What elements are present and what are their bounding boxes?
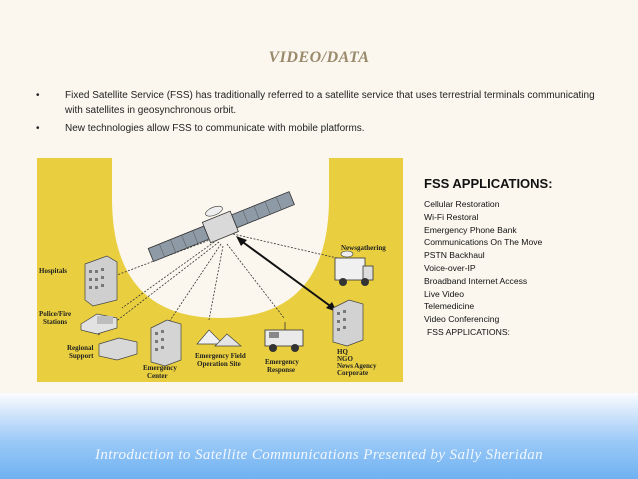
field-tent-icon <box>197 330 241 346</box>
label-emergency-response-2: Response <box>267 366 296 374</box>
emergency-response-vehicle-icon <box>265 322 303 352</box>
bullet-text: Fixed Satellite Service (FSS) has traditionally referred to a satellite service that uses terrestrial terminals communicating with satellites in geosynchronous orbit. <box>65 90 595 116</box>
label-hq-2: NGO <box>337 355 353 363</box>
newsgathering-truck-icon <box>335 251 373 286</box>
regional-support-building-icon <box>99 338 137 360</box>
bullet-list <box>36 88 596 139</box>
label-newsgathering: Newsgathering <box>341 244 386 252</box>
list-item: Communications On The Move <box>424 237 543 248</box>
footer-band <box>0 393 638 479</box>
label-regional-1: Regional <box>67 344 94 352</box>
label-hq-1: HQ <box>337 348 348 356</box>
bullet-item <box>36 121 596 136</box>
bullet-glyph: • <box>36 90 40 101</box>
list-item: Emergency Phone Bank <box>424 224 517 235</box>
fss-applications-list <box>424 198 624 339</box>
label-hospitals: Hospitals <box>39 267 68 275</box>
list-item: Broadband Internet Access <box>424 275 528 286</box>
fss-applications-panel <box>424 176 624 339</box>
fss-heading: FSS APPLICATIONS: <box>424 176 553 191</box>
label-hq-3: News Agency <box>337 362 377 370</box>
label-emergency-center-2: Center <box>147 372 168 380</box>
label-hq-4: Corporate <box>337 369 369 377</box>
hospital-building-icon <box>85 256 117 306</box>
bullet-glyph: • <box>36 123 40 134</box>
label-emergency-center-1: Emergency <box>143 364 177 372</box>
list-item: PSTN Backhaul <box>424 250 485 261</box>
list-item: Live Video <box>424 288 464 299</box>
label-regional-2: Support <box>69 352 94 360</box>
police-fire-station-icon <box>81 314 117 334</box>
label-police-fire-2: Stations <box>43 318 68 326</box>
satellite-network-illustration <box>37 158 403 382</box>
list-item: Cellular Restoration <box>424 199 500 209</box>
emergency-center-building-icon <box>151 320 181 366</box>
footer-text: Introduction to Satellite Communications Presented by Sally Sheridan <box>94 447 544 463</box>
label-field-site-1: Emergency Field <box>195 352 246 360</box>
label-field-site-2: Operation Site <box>197 360 241 368</box>
bullet-text: New technologies allow FSS to communicate with mobile platforms. <box>65 123 365 134</box>
label-emergency-response-1: Emergency <box>265 358 299 366</box>
list-item: FSS APPLICATIONS: <box>427 326 510 337</box>
list-item: Telemedicine <box>424 301 475 312</box>
slide-title: VIDEO/DATA <box>268 49 370 66</box>
hq-building-icon <box>333 300 363 346</box>
label-police-fire-1: Police/Fire <box>39 310 72 318</box>
list-item: Voice-over-IP <box>424 262 476 273</box>
list-item: Wi-Fi Restoral <box>424 211 479 222</box>
list-item: Video Conferencing <box>424 314 500 325</box>
bullet-item <box>36 88 596 118</box>
